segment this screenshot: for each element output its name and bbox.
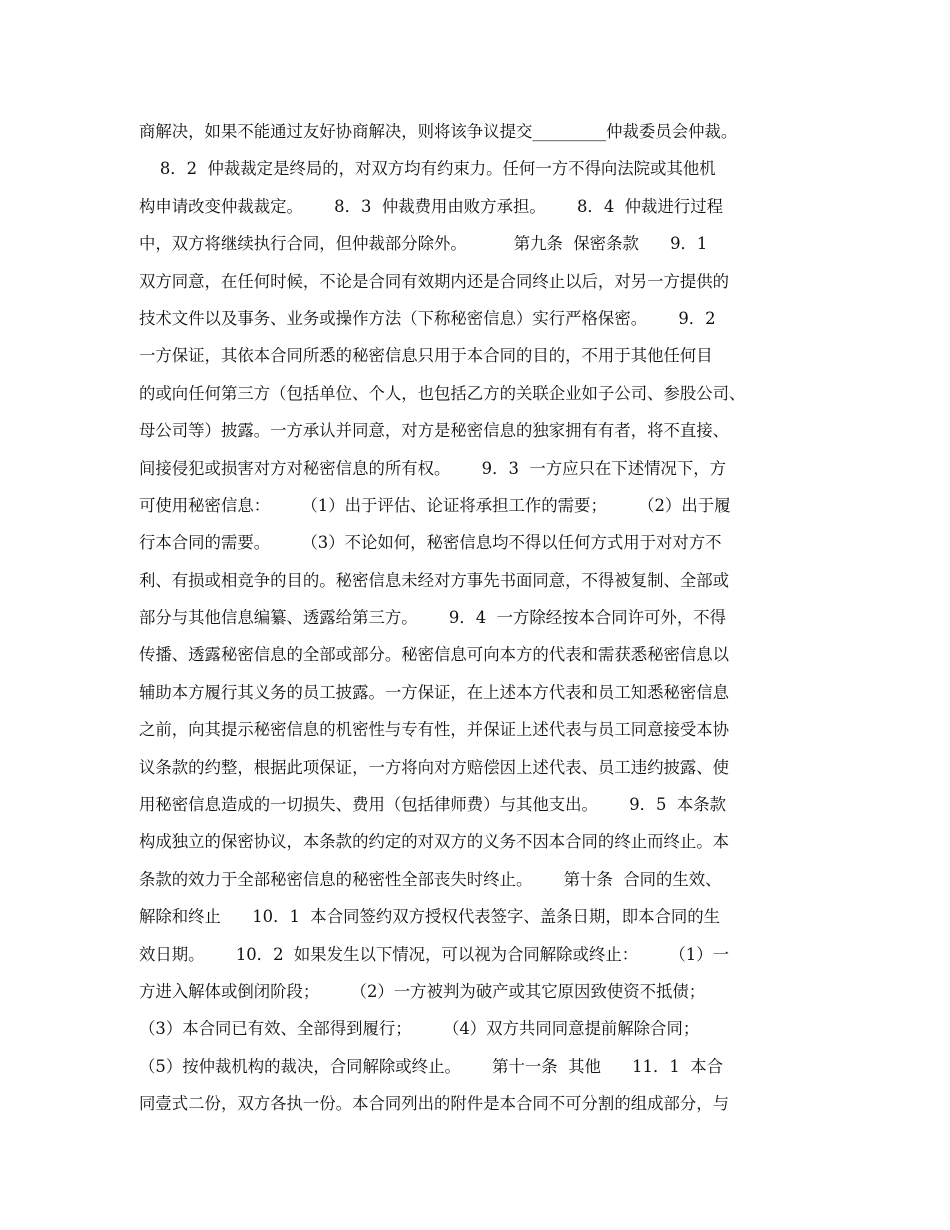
text-line: （3）本合同已有效、全部得到履行； （4）双方共同同意提前解除合同； xyxy=(139,1019,700,1039)
text-line: 之前，向其提示秘密信息的机密性与专有性，并保证上述代表与员工同意接受本协 xyxy=(139,720,730,740)
text-line: 一方保证，其依本合同所悉的秘密信息只用于本合同的目的，不用于其他任何目 xyxy=(139,346,713,366)
text-line: 母公司等）披露。一方承认并同意，对方是秘密信息的独家拥有有者，将不直接、 xyxy=(139,421,730,441)
text-line: 的或向任何第三方（包括单位、个人，也包括乙方的关联企业如子公司、参股公司、 xyxy=(139,383,746,403)
text-line: 条款的效力于全部秘密信息的秘密性全部丧失时终止。 第十条 合同的生效、 xyxy=(139,869,722,889)
text-line: 技术文件以及事务、业务或操作方法（下称秘密信息）实行严格保密。 9．2 xyxy=(139,308,716,328)
text-line: 部分与其他信息编纂、透露给第三方。 9．4 一方除经按本合同许可外，不得 xyxy=(139,608,727,628)
text-line: 方进入解体或倒闭阶段； （2）一方被判为破产或其它原因致使资不抵债； xyxy=(139,981,706,1001)
text-line: 同壹式二份，双方各执一份。本合同列出的附件是本合同不可分割的组成部分，与 xyxy=(139,1094,730,1114)
text-line: 双方同意，在任何时候，不论是合同有效期内还是合同终止以后，对另一方提供的 xyxy=(139,271,730,291)
text-line: 可使用秘密信息： （1）出于评估、论证将承担工作的需要； （2）出于履 xyxy=(139,495,731,515)
contract-text-block xyxy=(139,113,839,1123)
text-line: 行本合同的需要。 （3）不论如何，秘密信息均不得以任何方式用于对对方不 xyxy=(139,533,722,553)
text-line: 效日期。 10．2 如果发生以下情况，可以视为合同解除或终止： （1）一 xyxy=(139,944,729,964)
text-line: 8．2 仲裁裁定是终局的，对双方均有约束力。任何一方不得向法院或其他机 xyxy=(139,159,716,179)
text-line: 间接侵犯或损害对方对秘密信息的所有权。 9．3 一方应只在下述情况下，方 xyxy=(139,458,727,478)
text-line: 构成独立的保密协议，本条款的约定的对双方的义务不因本合同的终止而终止。本 xyxy=(139,832,730,852)
text-line: 中，双方将继续执行合同，但仲裁部分除外。 第九条 保密条款 9．1 xyxy=(139,234,708,254)
text-line: 商解决，如果不能通过友好协商解决，则将该争议提交_________仲裁委员会仲裁。 xyxy=(139,122,738,141)
text-line: （5）按仲裁机构的裁决，合同解除或终止。 第十一条 其他 11．1 本合 xyxy=(139,1056,724,1076)
text-line: 构申请改变仲裁裁定。 8．3 仲裁费用由败方承担。 8．4 仲裁进行过程 xyxy=(139,196,724,216)
text-line: 辅助本方履行其义务的员工披露。一方保证，在上述本方代表和员工知悉秘密信息 xyxy=(139,682,730,702)
text-line: 传播、透露秘密信息的全部或部分。秘密信息可向本方的代表和需获悉秘密信息以 xyxy=(139,645,730,665)
text-line: 议条款的约整，根据此项保证，一方将向对方赔偿因上述代表、员工违约披露、使 xyxy=(139,757,730,777)
text-line: 解除和终止 10．1 本合同签约双方授权代表签字、盖条日期，即本合同的生 xyxy=(139,907,721,927)
text-line: 利、有损或相竞争的目的。秘密信息未经对方事先书面同意，不得被复制、全部或 xyxy=(139,570,730,590)
text-line: 用秘密信息造成的一切损失、费用（包括律师费）与其他支出。 9．5 本条款 xyxy=(139,795,727,815)
